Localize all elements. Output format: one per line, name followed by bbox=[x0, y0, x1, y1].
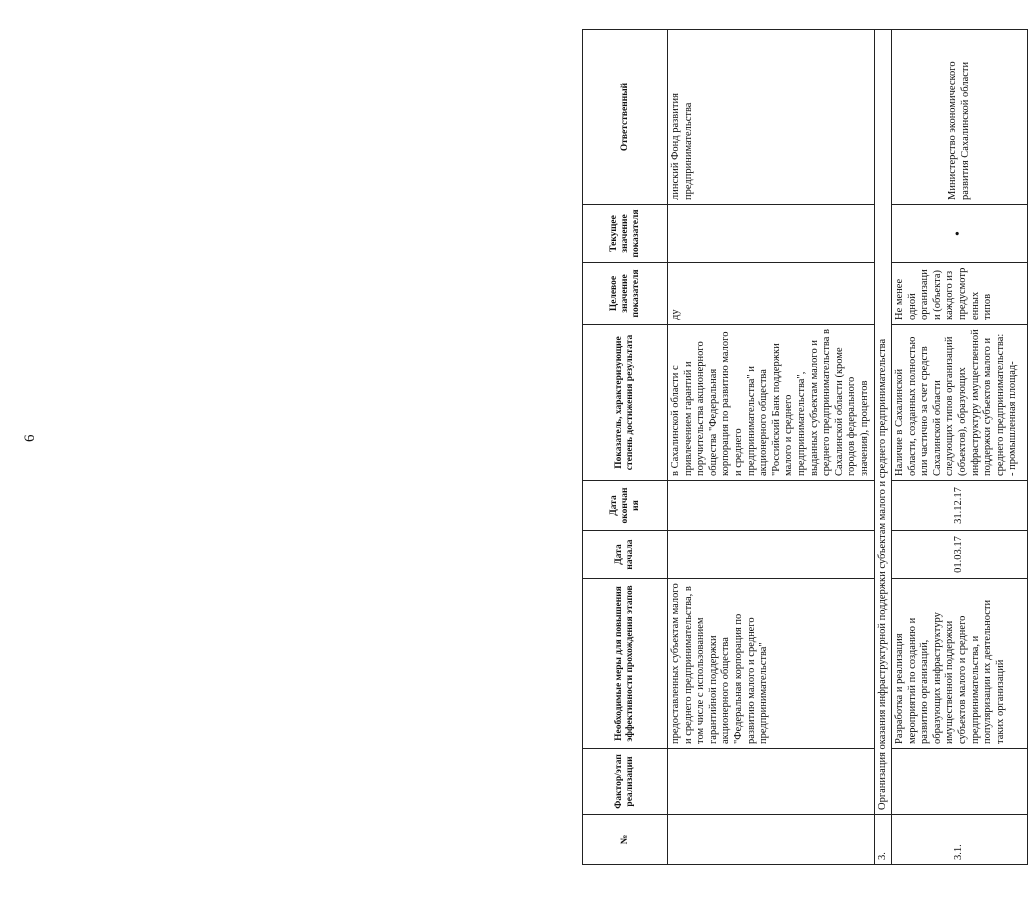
row-factor bbox=[892, 749, 1028, 815]
row-end: 31.12.17 bbox=[892, 481, 1028, 531]
cell-current bbox=[668, 205, 875, 263]
row-current bbox=[892, 205, 1028, 263]
row-measures: Разработка и реализация мероприятий по созданию и развитию организаций, образующих инфраструктуру имущественной поддержки субъектов малого и среднего предпринимательства, и популяризации их деятельности таких организаций bbox=[892, 579, 1028, 749]
header-responsible: Ответственный bbox=[583, 30, 668, 205]
page-number: 6 bbox=[22, 434, 38, 442]
table-row-3-1 bbox=[892, 30, 1028, 865]
header-factor: Фактор/этап реализации bbox=[583, 749, 668, 815]
plan-table bbox=[582, 29, 1028, 865]
header-num: № bbox=[583, 815, 668, 865]
row-target: Не менее одной организации (объекта) каждого из предусмотренных типов bbox=[892, 263, 1028, 325]
header-target: Целевое значение показателя bbox=[583, 263, 668, 325]
section-row bbox=[874, 30, 892, 865]
cell-num bbox=[668, 815, 875, 865]
cell-factor bbox=[668, 749, 875, 815]
section-num: 3. bbox=[874, 815, 892, 865]
cell-target: ду bbox=[668, 263, 875, 325]
section-title: Организация оказания инфраструктурной поддержки субъектам малого и среднего предпринимательства bbox=[874, 30, 892, 815]
header-start: Дата начала bbox=[583, 531, 668, 579]
row-indicator: Наличие в Сахалинской области, созданных полностью или частично за счет средств Сахалинской области следующих типов организаций (объектов), образующих инфраструктуру имущественной поддержки субъектов малого и среднего предпринимательства: - промышленная площад- bbox=[892, 325, 1028, 481]
row-start: 01.03.17 bbox=[892, 531, 1028, 579]
header-end: Дата окончания bbox=[583, 481, 668, 531]
cell-responsible: линский Фонд развития предпринимательства bbox=[668, 30, 875, 205]
row-num: 3.1. bbox=[892, 815, 1028, 865]
header-measures: Необходимые меры для повышения эффективности прохождения этапов bbox=[583, 579, 668, 749]
rotated-table-sheet bbox=[582, 30, 1028, 865]
row-responsible: Министерство экономического развития Сахалинской области bbox=[892, 30, 1028, 205]
table-row-continuation bbox=[668, 30, 875, 865]
current-mark: • bbox=[950, 231, 966, 236]
cell-measures: предоставленных субъектам малого и среднего предпринимательства, в том числе с использованием гарантийной поддержки акционерного общества "Федеральная корпорация по развитию малого и среднего предпринимательства" bbox=[668, 579, 875, 749]
cell-start bbox=[668, 531, 875, 579]
cell-end bbox=[668, 481, 875, 531]
header-current: Текущее значение показателя bbox=[583, 205, 668, 263]
header-row bbox=[583, 30, 668, 865]
cell-indicator: в Сахалинской области с привлечением гарантий и поручительства акционерного общества "Федеральная корпорация по развитию малого и среднего предпринимательства" и акционерного общества "Российский Банк поддержки малого и среднего предпринимательства", выданных субъектам малого и среднего предпринимательства в Сахалинской области (кроме городов федерального значения), процентов bbox=[668, 325, 875, 481]
header-indicator: Показатель, характеризующие степень достижения результата bbox=[583, 325, 668, 481]
